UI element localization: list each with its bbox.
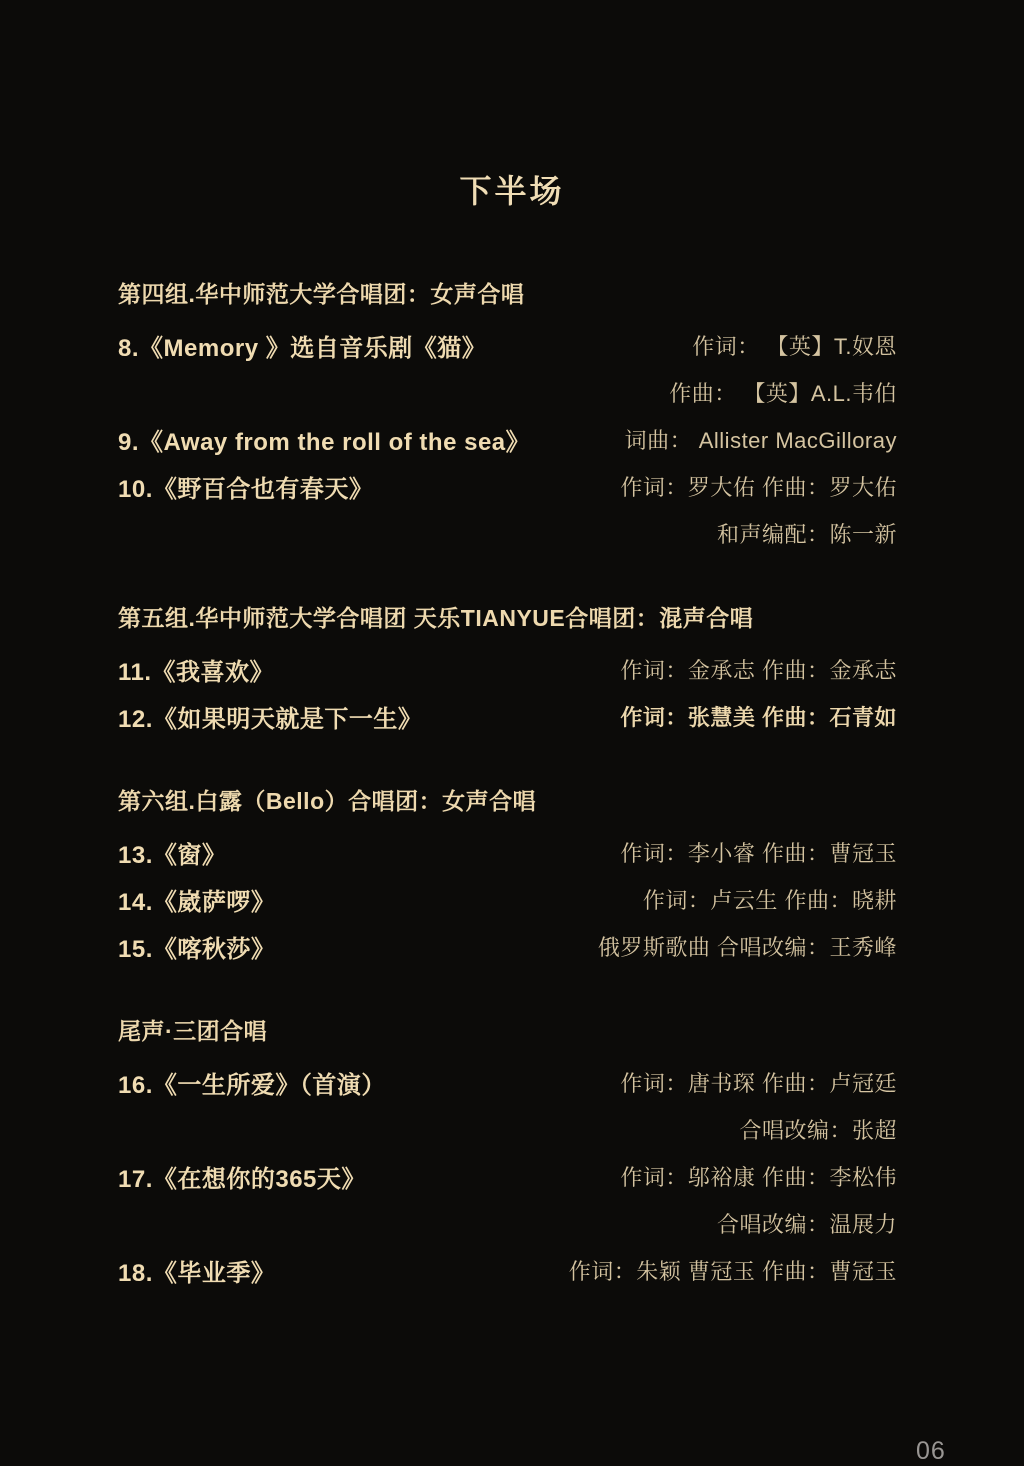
credit-continuation-row [118, 1106, 897, 1153]
song-credit: 作词：唐书琛 作曲：卢冠廷 [620, 1071, 897, 1096]
song-title: 14.《崴萨啰》 [118, 889, 276, 916]
song-credit: 作词：罗大佑 作曲：罗大佑 [620, 475, 897, 500]
song-title: 10.《野百合也有春天》 [118, 476, 374, 503]
song-credit: 作词：朱颖 曹冠玉 作曲：曹冠玉 [568, 1259, 897, 1284]
song-row [118, 829, 897, 876]
program-section-group-4 [118, 269, 897, 557]
song-credit: 词曲： Allister MacGilloray [624, 428, 897, 453]
song-credit: 俄罗斯歌曲 合唱改编：王秀峰 [597, 935, 897, 960]
song-row [118, 876, 897, 923]
song-row [118, 463, 897, 510]
song-row [118, 1059, 897, 1106]
song-row [118, 646, 897, 693]
song-credit: 作词：李小睿 作曲：曹冠玉 [620, 841, 897, 866]
song-title: 12.《如果明天就是下一生》 [118, 706, 423, 733]
song-title: 15.《喀秋莎》 [118, 936, 276, 963]
program-section-group-5 [118, 593, 897, 740]
song-title: 9.《Away from the roll of the sea》 [118, 429, 531, 456]
song-title: 8.《Memory 》选自音乐剧《猫》 [118, 335, 487, 362]
program-section-group-6 [118, 776, 897, 970]
song-row [118, 1153, 897, 1200]
song-credit: 作词：卢云生 作曲：晓耕 [642, 888, 897, 913]
song-title: 13.《窗》 [118, 842, 227, 869]
credit-continuation-row [118, 369, 897, 416]
group-heading: 尾声·三团合唱 [118, 1018, 268, 1044]
song-credit: 作词： 【英】T.奴恩 [692, 334, 897, 359]
page-number: 06 [916, 1437, 946, 1465]
group-heading: 第五组.华中师范大学合唱团 天乐TIANYUE合唱团：混声合唱 [118, 605, 754, 631]
credit-continuation-row [118, 510, 897, 557]
song-title: 18.《毕业季》 [118, 1260, 276, 1287]
credit-continuation-row [118, 1200, 897, 1247]
song-row [118, 923, 897, 970]
group-heading: 第四组.华中师范大学合唱团：女声合唱 [118, 281, 525, 307]
program-content [118, 269, 897, 1294]
song-credit: 作词：张慧美 作曲：石青如 [620, 705, 897, 730]
program-section-coda [118, 1006, 897, 1294]
song-title: 11.《我喜欢》 [118, 659, 275, 686]
group-heading: 第六组.白露（Bello）合唱团：女声合唱 [118, 788, 537, 814]
song-credit: 作词：邬裕康 作曲：李松伟 [620, 1165, 897, 1190]
page-title: 下半场 [459, 173, 565, 209]
song-credit: 作词：金承志 作曲：金承志 [620, 658, 897, 683]
song-title: 16.《一生所爱》（首演） [118, 1072, 386, 1099]
song-credit-continuation: 合唱改编：温展力 [716, 1212, 897, 1237]
song-title: 17.《在想你的365天》 [118, 1166, 366, 1193]
song-row [118, 693, 897, 740]
song-credit-continuation: 作曲： 【英】A.L.韦伯 [669, 381, 897, 406]
song-row [118, 322, 897, 369]
song-row [118, 416, 897, 463]
song-credit-continuation: 和声编配：陈一新 [716, 522, 897, 547]
song-credit-continuation: 合唱改编：张超 [739, 1118, 897, 1143]
song-row [118, 1247, 897, 1294]
